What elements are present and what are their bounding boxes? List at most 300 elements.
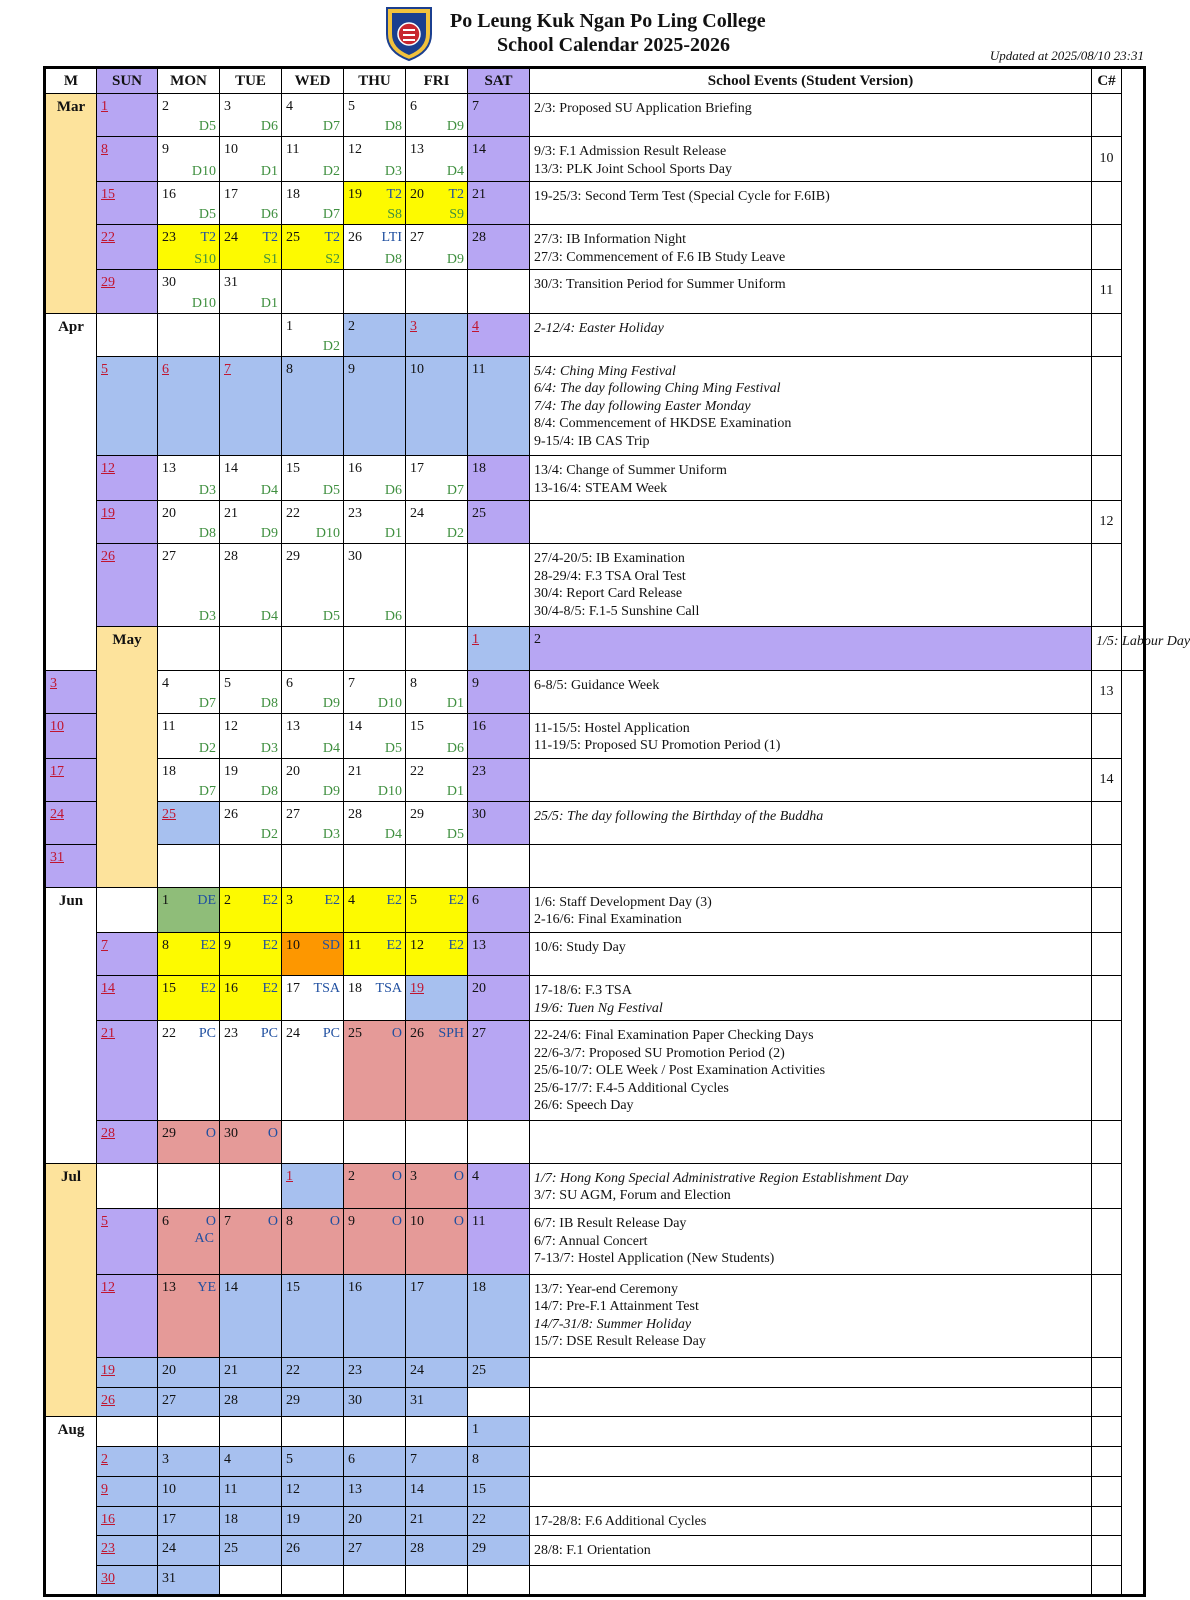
date-number: 4 <box>348 892 355 908</box>
cycle-day: D5 <box>198 119 216 135</box>
date-number: 14 <box>224 461 238 477</box>
day-code: DE <box>197 892 216 908</box>
day-code: O <box>267 1214 278 1230</box>
events-cell <box>530 670 1092 713</box>
day-cell-sun <box>97 1163 158 1208</box>
event-item: 1/7: Hong Kong Special Administrative Region Establishment Day <box>534 1170 909 1186</box>
date-number: 20 <box>348 1511 362 1527</box>
date-number: 29 <box>286 1392 300 1408</box>
date-number: 25 <box>348 1026 362 1042</box>
events-cell <box>530 270 1092 313</box>
date-number: 5 <box>101 361 108 377</box>
event-item: 7-13/7: Hostel Application (New Students) <box>534 1251 775 1267</box>
event-item: 10/6: Study Day <box>534 940 626 956</box>
day-cell-tue <box>220 1566 282 1596</box>
day-code: TSA <box>375 981 402 997</box>
cycle-day: D7 <box>198 695 216 711</box>
date-number: 6 <box>472 892 479 908</box>
day-cell-mon <box>158 1021 220 1121</box>
event-item: 30/4: Report Card Release <box>534 586 683 602</box>
day-code: O <box>205 1214 216 1230</box>
cycle-day: D9 <box>260 526 278 542</box>
cycle-day: D8 <box>384 252 402 268</box>
week-row <box>45 933 1145 976</box>
day-cell-mon <box>158 544 220 627</box>
date-number: 18 <box>348 981 362 997</box>
cycle-day: D9 <box>322 695 340 711</box>
day-cell-mon <box>158 1447 220 1477</box>
column-header-row <box>45 68 1145 94</box>
date-number: 23 <box>348 1362 362 1378</box>
school-calendar-table <box>43 66 1190 1597</box>
day-cell-mon <box>158 1163 220 1208</box>
day-cell-thu <box>344 1021 406 1121</box>
day-cell-thu <box>344 976 406 1021</box>
day-cell-wed <box>282 544 344 627</box>
day-cell-thu <box>344 1447 406 1477</box>
week-row <box>45 1417 1145 1447</box>
day-cell-sat <box>468 1274 530 1357</box>
day-cell-wed <box>282 1209 344 1275</box>
day-cell-sun <box>45 670 97 713</box>
date-number: 1 <box>162 892 169 908</box>
week-row <box>45 1209 1145 1275</box>
day-cell-fri <box>406 1506 468 1536</box>
day-cell-sat <box>468 1417 530 1447</box>
day-cell-mon <box>158 976 220 1021</box>
cycle-number-cell: 11 <box>1092 270 1122 313</box>
date-number: 29 <box>286 549 300 565</box>
cycle-day: D7 <box>322 119 340 135</box>
week-row <box>45 713 1145 758</box>
day-cell-sun <box>45 844 97 887</box>
date-number: 27 <box>286 806 300 822</box>
day-cell-tue <box>220 225 282 270</box>
day-code: E2 <box>262 981 278 997</box>
day-cell-wed <box>282 1417 344 1447</box>
day-cell-mon <box>158 182 220 225</box>
thu-column-header: THU <box>344 68 406 94</box>
date-number: 25 <box>286 230 300 246</box>
day-cell-fri <box>406 1447 468 1477</box>
cycle-day: D1 <box>384 526 402 542</box>
sun-column-header: SUN <box>97 68 158 94</box>
date-number: 3 <box>162 1452 169 1468</box>
date-number: 14 <box>224 1279 238 1295</box>
day-cell-fri <box>406 182 468 225</box>
date-number: 20 <box>162 1362 176 1378</box>
day-cell-sat <box>468 713 530 758</box>
date-number: 25 <box>224 1541 238 1557</box>
day-cell-tue <box>282 627 344 670</box>
event-item: 1/6: Staff Development Day (3) <box>534 894 712 910</box>
day-cell-sun <box>97 1566 158 1596</box>
day-cell-thu <box>344 270 406 313</box>
date-number: 19 <box>101 506 115 522</box>
day-cell-tue <box>220 1387 282 1417</box>
event-item: 2-16/6: Final Examination <box>534 912 682 928</box>
school-name: Po Leung Kuk Ngan Po Ling College <box>450 10 766 32</box>
day-cell-sat <box>468 1021 530 1121</box>
cycle-day: D8 <box>260 695 278 711</box>
date-number: 28 <box>348 806 362 822</box>
cycle-day: D10 <box>191 295 216 311</box>
date-number: 23 <box>162 230 176 246</box>
week-row <box>45 1120 1145 1163</box>
day-cell-thu <box>344 1357 406 1387</box>
date-number: 9 <box>348 361 355 377</box>
cycle-number-cell <box>1092 1476 1122 1506</box>
cycle-number-cell <box>1122 627 1145 670</box>
day-cell-fri <box>406 1209 468 1275</box>
date-number: 17 <box>162 1511 176 1527</box>
day-cell-fri <box>406 501 468 544</box>
cycle-day: D5 <box>322 609 340 625</box>
cycle-day: D4 <box>384 826 402 842</box>
date-number: 28 <box>472 230 486 246</box>
month-label: Jun <box>45 887 97 1163</box>
week-row <box>45 501 1145 544</box>
date-number: 15 <box>410 718 424 734</box>
date-number: 18 <box>472 1279 486 1295</box>
events-cell <box>530 1536 1092 1566</box>
date-number: 19 <box>410 981 424 997</box>
week-row <box>45 670 1145 713</box>
date-number: 2 <box>224 892 231 908</box>
cycle-day: D9 <box>446 119 464 135</box>
date-number: 12 <box>286 1481 300 1497</box>
cycle-day: D3 <box>384 164 402 180</box>
cycle-number-cell: 10 <box>1092 137 1122 182</box>
cycle-number-cell <box>1092 801 1122 844</box>
date-number: 11 <box>162 718 176 734</box>
event-item: 28/8: F.1 Orientation <box>534 1543 651 1559</box>
date-number: 14 <box>472 142 486 158</box>
date-number: 13 <box>348 1481 362 1497</box>
day-cell-wed <box>282 182 344 225</box>
day-cell-sun <box>97 137 158 182</box>
cycle-day: S2 <box>325 252 340 268</box>
cycle-day: D10 <box>377 695 402 711</box>
day-cell-sun <box>97 1120 158 1163</box>
cycle-day: D2 <box>260 826 278 842</box>
date-number: 16 <box>101 1511 115 1527</box>
date-number: 11 <box>472 1214 486 1230</box>
day-cell-sun <box>97 182 158 225</box>
day-cell-sun <box>97 1536 158 1566</box>
day-cell-wed <box>282 1120 344 1163</box>
date-number: 20 <box>286 763 300 779</box>
day-cell-wed <box>282 313 344 356</box>
day-cell-sun <box>97 1506 158 1536</box>
day-code: PC <box>322 1026 340 1042</box>
date-number: 30 <box>348 549 362 565</box>
day-code: PC <box>198 1026 216 1042</box>
date-number: 7 <box>101 938 108 954</box>
day-code: O <box>453 1214 464 1230</box>
cycle-day: D8 <box>198 526 216 542</box>
day-cell-sat <box>468 1536 530 1566</box>
day-cell-tue <box>220 933 282 976</box>
date-number: 25 <box>472 506 486 522</box>
date-number: 13 <box>410 142 424 158</box>
day-cell-tue <box>220 758 282 801</box>
day-code: T2 <box>324 230 340 246</box>
date-number: 21 <box>224 506 238 522</box>
cycle-number-cell <box>1092 976 1122 1021</box>
month-label: May <box>97 627 158 888</box>
date-number: 8 <box>286 1214 293 1230</box>
event-item: 30/4-8/5: F.1-5 Sunshine Call <box>534 603 700 619</box>
day-code: T2 <box>200 230 216 246</box>
day-cell-wed <box>282 225 344 270</box>
day-cell-tue <box>220 1120 282 1163</box>
week-row <box>45 313 1145 356</box>
event-item: 17-28/8: F.6 Additional Cycles <box>534 1513 707 1529</box>
day-cell-mon <box>158 313 220 356</box>
cycle-number-cell <box>1092 1163 1122 1208</box>
day-code: E2 <box>448 892 464 908</box>
date-number: 9 <box>472 675 479 691</box>
date-number: 18 <box>162 763 176 779</box>
date-number: 16 <box>348 461 362 477</box>
day-cell-wed <box>282 713 344 758</box>
events-cell <box>530 844 1092 887</box>
day-cell-mon <box>158 456 220 501</box>
date-number: 24 <box>410 1362 424 1378</box>
events-cell <box>530 933 1092 976</box>
events-cell <box>530 137 1092 182</box>
calendar-header <box>0 0 1188 66</box>
date-number: 21 <box>472 187 486 203</box>
date-number: 14 <box>410 1481 424 1497</box>
date-number: 21 <box>101 1026 115 1042</box>
date-number: 11 <box>286 142 300 158</box>
cycle-day: D5 <box>384 740 402 756</box>
day-cell-wed <box>282 1274 344 1357</box>
date-number: 22 <box>162 1026 176 1042</box>
date-number: 10 <box>286 938 300 954</box>
day-cell-wed <box>282 501 344 544</box>
day-cell-fri <box>406 1163 468 1208</box>
day-code: E2 <box>200 981 216 997</box>
cycle-number-cell <box>1092 933 1122 976</box>
cycle-day: D7 <box>198 783 216 799</box>
day-cell-thu <box>344 1209 406 1275</box>
day-cell-wed <box>282 270 344 313</box>
date-number: 2 <box>348 1168 355 1184</box>
date-number: 12 <box>101 461 115 477</box>
cycle-day: D3 <box>260 740 278 756</box>
day-cell-thu <box>344 933 406 976</box>
week-row <box>45 356 1145 456</box>
week-row <box>45 270 1145 313</box>
cycle-number-cell <box>1092 713 1122 758</box>
date-number: 6 <box>348 1452 355 1468</box>
day-cell-wed <box>282 1387 344 1417</box>
day-cell-mon <box>158 356 220 456</box>
day-cell-mon <box>158 844 220 887</box>
day-cell-thu <box>344 1274 406 1357</box>
date-number: 5 <box>410 892 417 908</box>
day-cell-thu <box>344 182 406 225</box>
cycle-number-cell <box>1092 1120 1122 1163</box>
day-code: O <box>205 1125 216 1141</box>
event-item: 27/4-20/5: IB Examination <box>534 551 685 567</box>
day-cell-mon <box>158 1120 220 1163</box>
day-cell-sat <box>468 456 530 501</box>
day-cell-tue <box>220 1163 282 1208</box>
day-cell-thu <box>344 1566 406 1596</box>
day-cell-fri <box>406 456 468 501</box>
event-item: 25/6-10/7: OLE Week / Post Examination Activities <box>534 1063 826 1079</box>
day-cell-mon <box>158 225 220 270</box>
week-row <box>45 887 1145 932</box>
date-number: 22 <box>101 230 115 246</box>
day-code-secondary: AC <box>194 1231 214 1247</box>
day-code: E2 <box>386 892 402 908</box>
day-cell-mon <box>158 1357 220 1387</box>
event-item: 6/4: The day following Ching Ming Festival <box>534 381 781 397</box>
calendar-title: School Calendar 2025-2026 <box>497 34 730 56</box>
events-cell <box>530 801 1092 844</box>
date-number: 26 <box>286 1541 300 1557</box>
day-cell-fri <box>406 887 468 932</box>
date-number: 14 <box>101 981 115 997</box>
day-cell-fri <box>468 627 530 670</box>
date-number: 13 <box>286 718 300 734</box>
date-number: 24 <box>162 1541 176 1557</box>
day-cell-fri <box>406 270 468 313</box>
date-number: 3 <box>410 1168 417 1184</box>
cycle-number-cell <box>1092 1566 1122 1596</box>
day-cell-mon <box>158 887 220 932</box>
date-number: 5 <box>286 1452 293 1468</box>
events-cell <box>530 1387 1092 1417</box>
week-row <box>45 456 1145 501</box>
day-cell-sun <box>97 933 158 976</box>
date-number: 7 <box>224 1214 231 1230</box>
date-number: 23 <box>472 763 486 779</box>
date-number: 1 <box>472 632 479 648</box>
day-cell-mon <box>158 137 220 182</box>
cycle-number-cell: 12 <box>1092 501 1122 544</box>
cycle-day: D4 <box>322 740 340 756</box>
date-number: 4 <box>162 675 169 691</box>
cycle-day: D6 <box>384 483 402 499</box>
date-number: 1 <box>101 99 108 114</box>
date-number: 6 <box>286 675 293 691</box>
events-cell <box>530 1357 1092 1387</box>
cycle-day: D1 <box>260 295 278 311</box>
cycle-number-cell <box>1092 1506 1122 1536</box>
date-number: 7 <box>472 99 479 114</box>
date-number: 21 <box>410 1511 424 1527</box>
event-item: 9/3: F.1 Admission Result Release <box>534 144 727 160</box>
day-cell-thu <box>344 1163 406 1208</box>
date-number: 13 <box>162 461 176 477</box>
cycle-day: D3 <box>322 826 340 842</box>
cycle-number-cell <box>1092 1209 1122 1275</box>
week-row <box>45 627 1145 670</box>
day-cell-wed <box>282 356 344 456</box>
event-item: 3/7: SU AGM, Forum and Election <box>534 1188 731 1204</box>
date-number: 4 <box>224 1452 231 1468</box>
date-number: 8 <box>162 938 169 954</box>
day-cell-sat <box>468 544 530 627</box>
day-cell-fri <box>406 801 468 844</box>
event-item: 28-29/4: F.3 TSA Oral Test <box>534 568 686 584</box>
day-cell-sat <box>468 501 530 544</box>
date-number: 25 <box>162 806 176 822</box>
day-cell-sat <box>468 801 530 844</box>
date-number: 12 <box>224 718 238 734</box>
date-number: 18 <box>472 461 486 477</box>
day-cell-wed <box>282 1357 344 1387</box>
date-number: 16 <box>224 981 238 997</box>
date-number: 2 <box>534 632 541 648</box>
day-cell-fri <box>406 844 468 887</box>
date-number: 16 <box>472 718 486 734</box>
day-cell-wed <box>282 1476 344 1506</box>
week-row <box>45 758 1145 801</box>
date-number: 19 <box>286 1511 300 1527</box>
events-cell <box>530 1163 1092 1208</box>
day-code: TSA <box>313 981 340 997</box>
date-number: 8 <box>410 675 417 691</box>
fri-column-header: FRI <box>406 68 468 94</box>
day-code: O <box>391 1026 402 1042</box>
date-number: 10 <box>224 142 238 158</box>
date-number: 9 <box>224 938 231 954</box>
date-number: 11 <box>472 361 486 377</box>
event-item: 9-15/4: IB CAS Trip <box>534 433 650 449</box>
day-cell-tue <box>220 94 282 137</box>
date-number: 27 <box>348 1541 362 1557</box>
day-cell-tue <box>220 544 282 627</box>
day-cell-wed <box>282 1536 344 1566</box>
day-cell-fri <box>406 1566 468 1596</box>
date-number: 2 <box>348 318 355 334</box>
event-item: 11-19/5: Proposed SU Promotion Period (1) <box>534 738 781 754</box>
date-number: 23 <box>348 506 362 522</box>
day-cell-sat <box>468 1447 530 1477</box>
day-cell-tue <box>220 1274 282 1357</box>
day-cell-thu <box>344 1120 406 1163</box>
day-cell-sat <box>468 844 530 887</box>
date-number: 26 <box>348 230 362 246</box>
cycle-day: D8 <box>384 119 402 135</box>
events-cell <box>530 1506 1092 1536</box>
cycle-day: D6 <box>260 207 278 223</box>
date-number: 6 <box>410 99 417 114</box>
event-item: 27/3: IB Information Night <box>534 232 687 248</box>
day-cell-thu <box>344 670 406 713</box>
day-cell-fri <box>406 544 468 627</box>
day-cell-sun <box>97 976 158 1021</box>
cycle-day: S10 <box>194 252 216 268</box>
day-cell-sat <box>468 1566 530 1596</box>
date-number: 4 <box>286 99 293 114</box>
day-cell-wed <box>282 1163 344 1208</box>
date-number: 22 <box>286 1362 300 1378</box>
date-number: 22 <box>286 506 300 522</box>
event-item: 26/6: Speech Day <box>534 1098 634 1114</box>
day-cell-wed <box>282 137 344 182</box>
date-number: 12 <box>101 1279 115 1295</box>
date-number: 15 <box>472 1481 486 1497</box>
date-number: 1 <box>286 318 293 334</box>
